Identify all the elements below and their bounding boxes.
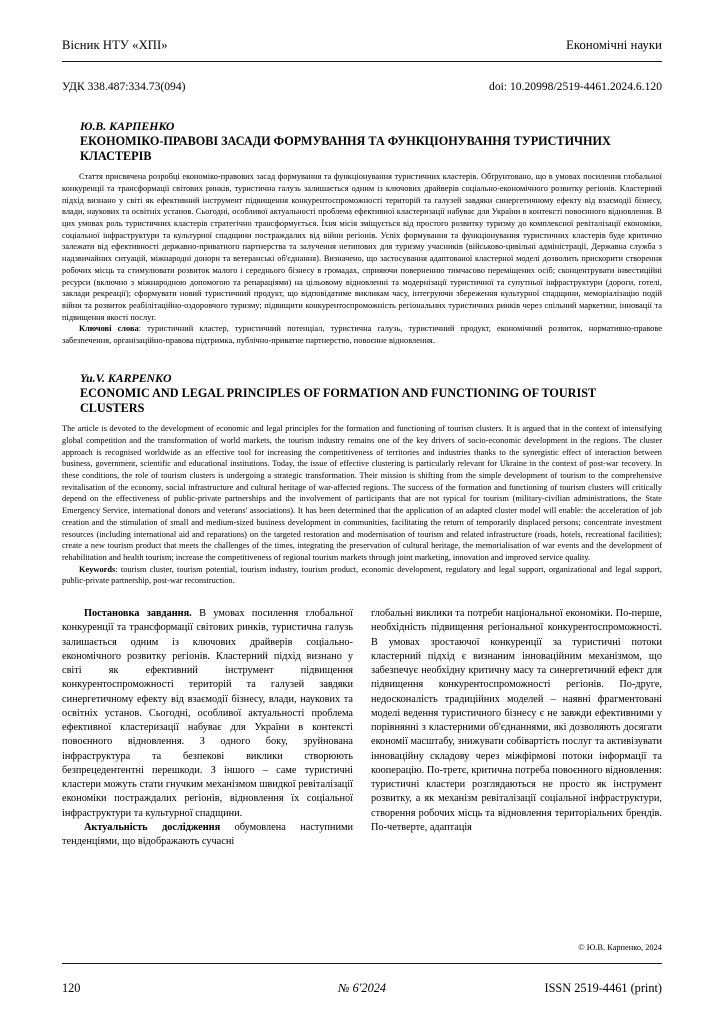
running-head bbox=[62, 0, 662, 53]
keywords-uk bbox=[62, 323, 662, 346]
issn-print: ISSN 2519-4461 (print) bbox=[544, 981, 662, 995]
author-name-en: Yu.V. KARPENKO bbox=[80, 370, 172, 385]
paragraph bbox=[62, 821, 353, 850]
running-head-right: Економічні науки bbox=[566, 38, 662, 52]
keywords-colon-uk: : bbox=[138, 324, 148, 334]
abstract-text-en: The article is devoted to the development of economic and legal principles for the formation and functioning of tourism clusters. It is argued that in the context of intensifying global competition and the transformation of world markets, the tourism industry remains one of the key drivers of socio-economic development in the regions. The cluster approach is recognised worldwide as an effective tool for increasing the competitiveness of territories and industries thanks to the synergistic effect of interaction between business, government, scientific and educational institutions. Today, the issue of effective clustering is particularly relevant for Ukraine in the context of post-war recovery. In these conditions, the role of tourism clusters is undergoing a strategic transformation. Their mission is shifting from the simple development of tourism to the comprehensive revitalisation of the economy, social infrastructure and cultural heritage of war-affected regions. The success of the formation and functioning of tourism clusters will critically depend on the effectiveness of public-private partnerships and the involvement of participants that are not typical for tourism (military-civilian administrations, the State Emergency Service, international donors and veterans' associations). It has been determined that the application of an adapted cluster model will enable: the acceleration of job creation and the stimulation of small and medium-sized business development in communities, facilitating the return of temporarily displaced persons; concentrate investment resources (including international aid and reparations) on the targeted restoration and modernisation of tourism and related infrastructure (roads, hotels, recreational facilities); create a new tourism product that meets the challenges of the times, integrating the preservation of cultural heritage, the memorialisation of war events and the development of rehabilitation and health tourism; increase the competitiveness of regional tourism markets through joint marketing, innovation and improved service quality. bbox=[62, 424, 662, 562]
article-title-block-en bbox=[62, 371, 662, 416]
body-column-right bbox=[371, 607, 662, 849]
paragraph-lead: Актуальність дослідження bbox=[84, 821, 221, 833]
keywords-label-uk: Ключові слова bbox=[79, 324, 139, 334]
abstract-uk bbox=[62, 171, 662, 347]
author-name-uk: Ю.В. КАРПЕНКО bbox=[80, 119, 175, 133]
body-column-left bbox=[62, 607, 353, 849]
udc-code: УДК 338.487:334.73(094) bbox=[62, 80, 186, 93]
article-title-en: ECONOMIC AND LEGAL PRINCIPLES OF FORMATION AND FUNCTIONING OF TOURIST CLUSTERS bbox=[80, 386, 596, 416]
page-number: 120 bbox=[62, 981, 81, 995]
keywords-label-en: Keywords bbox=[79, 564, 116, 574]
paragraph-text: В умовах посилення глобальної конкуренції та трансформації світових ринків, туристична галузь залишається одним із ключових драйверів соціально-економічного розвитку регіонів. Кластерний підхід визнано у світі як ефективний інструмент підвищення конкурентоспроможності територій та галузей завдяки синергетичному ефекту від взаємодії бізнесу, влади, наукових та освітніх установ. Сьогодні, особливої актуальності проблема ефективної кластеризації набуває для України в контексті повоєнного відновлення. З одного боку, зруйнована інфраструктура та безпекові виклики створюють безпрецедентентні перешкоди. З іншого – саме туристичні кластери можуть стати гнучким механізмом швидкої ревіталізації економіки постраждалих регіонів, відновлення їх соціальної інфраструктури та культурної спадщини. bbox=[62, 608, 353, 819]
keywords-list-uk: туристичний кластер, туристичний потенціал, туристична галузь, туристичний продукт, економічний розвиток, нормативно-правове забезпечення, організаційно-правова підтримка, публічно-приватне партнерство, повоєнне відновлення. bbox=[62, 324, 663, 346]
abstract-en bbox=[62, 423, 662, 587]
keywords-list-en: tourism cluster, tourism potential, tourism industry, tourism product, economic development, regulatory and legal support, organizational and legal support, public-private partnership, post-war reconstruction. bbox=[62, 564, 662, 586]
abstract-text-uk: Стаття присвячена розробці економіко-правових засад формування та функціонування туристичних кластерів. Обґрунтовано, що в умовах посилення глобальної конкуренції та трансформації світових ринків, туристична галузь залишається одним із ключових драйверів соціально-економічного розвитку регіонів. Кластерний підхід визнано у світі як ефективний інструмент підвищення конкурентоспроможності територій та галузей завдяки синергетичному ефекту від взаємодії бізнесу, влади, наукових та освітніх установ. Сьогодні, особливої актуальності проблема ефективної кластеризації набуває для України в контексті повоєнного відновлення. В цих умовах роль туристичних кластерів стратегічно трансформується. Їхня місія зміщується від простого розвитку туризму до комплексної ревіталізації економіки, соціальної інфраструктури та культурної спадщини постраждалих від війни регіонів. Успіх формування та функціонування туристичних кластерів буде критично залежати від ефективності державно-приватного партнерства та залучення нетипових для туризму учасників (військово-цивільні адміністрації, Державна служба з надзвичайних ситуацій, міжнародні донори та ветеранські об'єднання). Визначено, що застосування адаптованої кластерної моделі дозволить прискорити створення робочих місць та стимулювати розвиток малого і середнього бізнесу в громадах, сприяючи поверненню тимчасово переміщених осіб; сконцентрувати інвестиційні ресурси (включно з міжнародною допомогою та репараціями) на цільовому відновленні та модернізації туристичної та супутньої інфраструктури (дороги, готелі, заклади рекреації); сформувати новий туристичний продукт, що відповідатиме викликам часу, інтегруючи збереження культурної спадщини, меморіалізацію подій війни та розвиток реабілітаційно-оздоровчого туризму; підвищити конкурентоспроможність регіональних туристичних ринків через спільний маркетинг, інновації та підвищення якості послуг. bbox=[62, 172, 662, 322]
running-head-left: Вісник НТУ «ХПІ» bbox=[62, 38, 168, 52]
paragraph bbox=[371, 607, 662, 835]
issue-number: № 6'2024 bbox=[337, 981, 387, 995]
article-title-block-uk bbox=[62, 119, 662, 164]
paragraph-text: глобальні виклики та потреби національної економіки. По-перше, необхідність підвищення регіональної конкурентоспроможності. В умовах зростаючої конкуренції за туристичні потоки кластерний підхід є визнаним інноваційним механізмом, що забезпечує необхідну критичну масу та синергетичний ефект для підвищення конкурентоспроможності регіонів. По-друге, недосконалість традиційних моделей – наявні фрагментовані моделі ведення туристичного бізнесу є не завжди ефективними у порівнянні з кластерними об'єднаннями, які дозволяють досягати економії масштабу, знижувати собівартість послуг та активізувати інноваційну складову через міжфірмові потоки інформації та кооперацію. По-третє, критична потреба повоєнного відновлення: туристичні кластери розглядаються не просто як інструмент розвитку, а як механізм ревіталізації соціальної інфраструктури, створення робочих місць та відновлення територіальних брендів. По-четверте, адаптація bbox=[371, 608, 662, 833]
footer-line bbox=[62, 981, 662, 996]
header-rule bbox=[62, 61, 662, 62]
article-title-uk: ЕКОНОМІКО-ПРАВОВІ ЗАСАДИ ФОРМУВАННЯ ТА ФУНКЦІОНУВАННЯ ТУРИСТИЧНИХ КЛАСТЕРІВ bbox=[80, 134, 611, 164]
doi-link[interactable]: doi: 10.20998/2519-4461.2024.6.120 bbox=[489, 80, 662, 93]
body-columns bbox=[62, 607, 662, 849]
copyright-notice: © Ю.В. Карпенко, 2024 bbox=[578, 943, 662, 952]
paragraph-lead: Постановка завдання. bbox=[84, 608, 192, 620]
footer-rule bbox=[62, 963, 662, 964]
identifier-line bbox=[62, 80, 662, 93]
keywords-en bbox=[62, 564, 662, 587]
paragraph-text: обумовлена наступними тенденціями, що відображають сучасні bbox=[62, 821, 353, 848]
keywords-colon-en: : bbox=[115, 564, 121, 574]
paragraph bbox=[62, 607, 353, 821]
